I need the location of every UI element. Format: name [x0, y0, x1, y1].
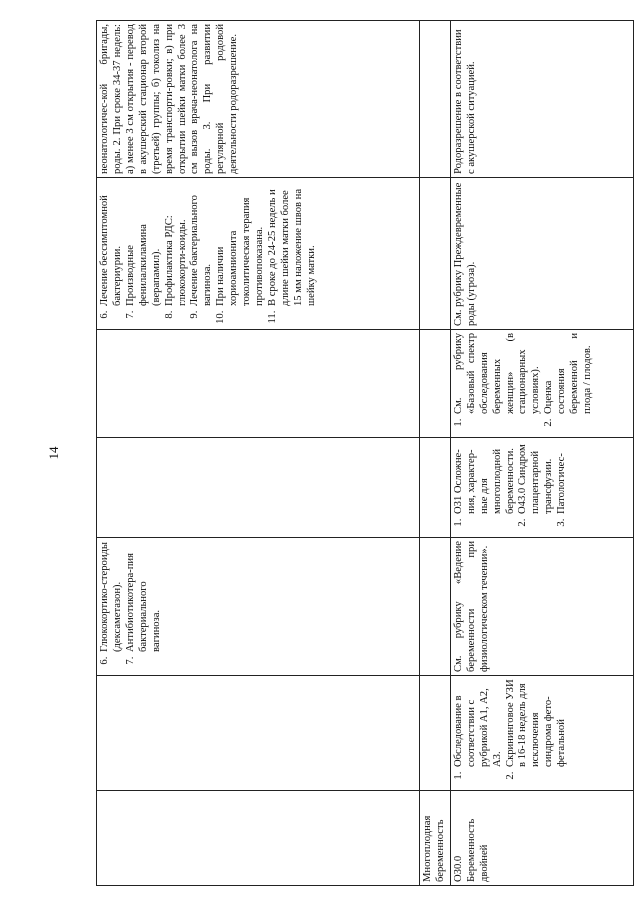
- examination-list: [453, 679, 569, 787]
- treatment-text: См. рубрику Преждевременные роды (угроза).: [452, 182, 477, 326]
- continued-cell-6: [97, 178, 420, 330]
- list-item: 7. Производные фенилалкиламина (верапамил).: [125, 181, 164, 308]
- continued-col7-text: неонатологичес-кой бригады, роды. 2. При сроке 34-37 недель: а) менее 3 см открытия - перевод в акушерский стационар второй (третьей) группы; б) токолиз на время транспорти-ровки; в) при открытии шейки матки более 3 см вызов врача-неонатолога на роды. 3. При развитии регулярной родовой деятельности родоразрешение.: [99, 24, 240, 174]
- list-item: 6. Глюкокортико-стероиды (дексаметазон).: [99, 541, 125, 654]
- section-header-cell: Многоплодная беременность: [420, 791, 451, 886]
- continued-cell-5: [97, 330, 420, 438]
- section-header-empty-2: [420, 676, 451, 791]
- list-item: 9. Лечение бактериального вагиноза.: [189, 181, 215, 308]
- section-header-empty-5: [420, 330, 451, 438]
- examination-cell: [450, 676, 633, 791]
- list-item: 2. Скрининговое УЗИ в 16-18 недель для исключения синдрома фето-фетальной: [505, 679, 570, 769]
- inpatient-exam-list: [453, 333, 595, 434]
- list-item: 2. О43.0 Синдром плацентарной трансфузии.: [517, 441, 556, 516]
- continued-cell-2: [97, 676, 420, 791]
- delivery-text: Родоразрешение в соответствии с акушерской ситуацией.: [452, 29, 477, 174]
- list-item: 6. Лечение бессимптомной бактериурии.: [99, 181, 125, 308]
- list-item: 10. При наличии хориоамнионита токолитическая терапия противопоказана.: [215, 181, 267, 308]
- management-text: См. рубрику «Ведение беременности при физиологическом течении».: [452, 541, 490, 672]
- list-item: 7. Антибиотикотера-пия бактериального вагиноза.: [125, 541, 164, 654]
- delivery-cell: [450, 21, 633, 178]
- diagnosis-cell: [450, 791, 633, 886]
- list-item: 2. Оценка состояния беременной и плода / плодов.: [543, 333, 595, 416]
- continued-row: [97, 21, 420, 886]
- list-item: 1. Обследование в соответствии с рубрикой А1, А2, А3.: [453, 679, 505, 769]
- list-item: 3. Патологичес-: [556, 441, 569, 516]
- section-header-empty-4: [420, 438, 451, 538]
- list-item: 8. Профилактика РДС: глюкокорти-коиды.: [164, 181, 190, 308]
- section-header-empty-3: [420, 538, 451, 676]
- continued-cell-1: [97, 791, 420, 886]
- rotated-table-container: [96, 21, 626, 886]
- complications-list: [453, 441, 569, 534]
- section-header-empty-7: [420, 21, 451, 178]
- treatment-cell: [450, 178, 633, 330]
- continued-col3-list: [99, 541, 164, 672]
- diagnosis-text: О30.0 Беременность двойней: [452, 818, 490, 882]
- list-item: 1. См. рубрику «Базовый спектр обследования беременных женщин» (в стационарных условиях).: [453, 333, 543, 416]
- section-header-empty-6: [420, 178, 451, 330]
- continued-cell-4: [97, 438, 420, 538]
- twin-pregnancy-row: [450, 21, 633, 886]
- continued-col6-list: [99, 181, 319, 326]
- inpatient-exam-cell: [450, 330, 633, 438]
- list-item: 1. О31 Осложне-ния, характер-ные для многоплодной беременности.: [453, 441, 518, 516]
- continued-cell-3: [97, 538, 420, 676]
- complications-cell: [450, 438, 633, 538]
- section-header-row: [420, 21, 451, 886]
- clinical-protocol-table: [96, 20, 634, 886]
- list-item: 11. В сроке до 24-25 недель и длине шейки матки более 15 мм наложение швов на шейку матки.: [267, 181, 319, 308]
- continued-cell-7: [97, 21, 420, 178]
- management-cell: [450, 538, 633, 676]
- page-number: 14: [46, 446, 61, 460]
